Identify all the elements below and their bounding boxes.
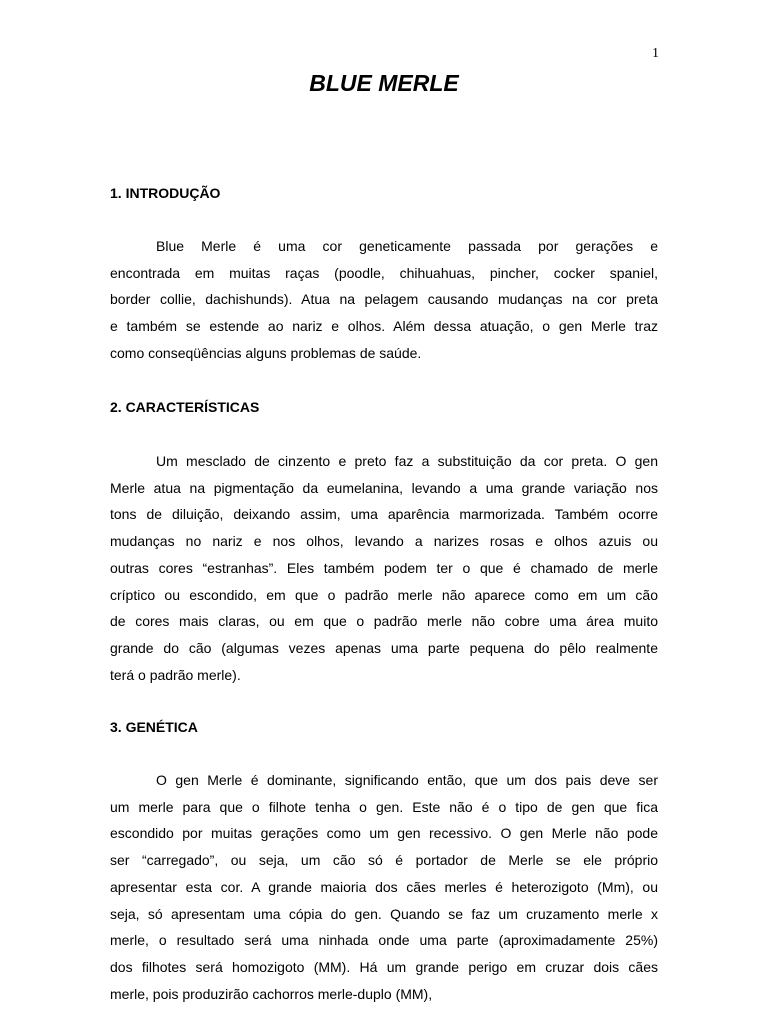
paragraph-line: ser “carregado”, ou seja, um cão só é portador de Merle se ele próprio [110,852,658,869]
paragraph-line: mudanças no nariz e nos olhos, levando a narizes rosas e olhos azuis ou [110,533,658,550]
paragraph-line: outras cores “estranhas”. Eles também podem ter o que é chamado de merle [110,559,658,576]
paragraph-line: críptico ou escondido, em que o padrão merle não aparece como em um cão [110,586,658,603]
paragraph-line: um merle para que o filhote tenha o gen. Este não é o tipo de gen que fica [110,798,658,815]
paragraph-line: escondido por muitas gerações como um gen recessivo. O gen Merle não pode [110,825,658,842]
paragraph-line: seja, só apresentam uma cópia do gen. Quando se faz um cruzamento merle x [110,905,658,922]
paragraph-line: de cores mais claras, ou em que o padrão merle não cobre uma área muito [110,613,658,630]
section-heading-introducao: 1. INTRODUÇÃO [110,185,221,201]
paragraph-line: apresentar esta cor. A grande maioria dos cães merles é heterozigoto (Mm), ou [110,878,658,895]
paragraph-line: grande do cão (algumas vezes apenas uma parte pequena do pêlo realmente [110,639,658,656]
paragraph-line: Blue Merle é uma cor geneticamente passada por gerações e [156,238,658,254]
paragraph-line: O gen Merle é dominante, significando então, que um dos pais deve ser [156,772,658,788]
paragraph-line: merle, o resultado será uma ninhada onde uma parte (aproximadamente 25%) [110,932,658,949]
document-title: BLUE MERLE [309,70,459,96]
paragraph-line: e também se estende ao nariz e olhos. Além dessa atuação, o gen Merle traz [110,318,658,335]
paragraph-genetica [110,767,658,1007]
paragraph-line: terá o padrão merle). [110,666,241,683]
paragraph-line: Um mesclado de cinzento e preto faz a substituição da cor preta. O gen [156,453,658,469]
paragraph-line: dos filhotes será homozigoto (MM). Há um grande perigo em cruzar dois cães [110,958,658,975]
paragraph-line: encontrada em muitas raças (poodle, chihuahuas, pincher, cocker spaniel, [110,264,658,281]
paragraph-introducao [110,233,658,367]
paragraph-line: como conseqüências alguns problemas de saúde. [110,344,422,361]
paragraph-line: Merle atua na pigmentação da eumelanina, levando a uma grande variação nos [110,479,658,496]
paragraph-line: border collie, dachishunds). Atua na pelagem causando mudanças na cor preta [110,291,658,308]
section-heading-genetica: 3. GENÉTICA [110,719,198,735]
page-number: 1 [652,46,659,61]
section-heading-caracteristicas: 2. CARACTERÍSTICAS [110,399,260,415]
paragraph-line: tons de diluição, deixando assim, uma aparência marmorizada. Também ocorre [110,506,658,523]
paragraph-line: merle, pois produzirão cachorros merle-duplo (MM), [110,985,433,1002]
paragraph-caracteristicas [110,448,658,688]
